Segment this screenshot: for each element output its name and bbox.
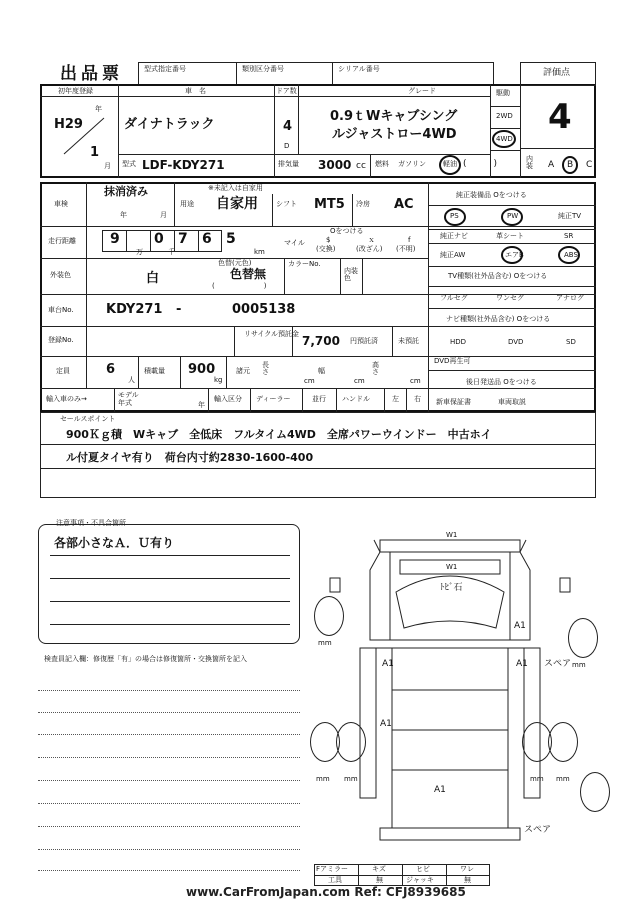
usage-value: 自家用 [216,196,258,212]
shift-label: シフト [276,200,297,208]
equip-tv: 純正TV [558,212,582,220]
drive-4wd: 4WD [496,135,513,143]
import-year: 年 [198,401,205,409]
interior-b: B [567,160,574,170]
drive-label: 駆動 [496,89,510,97]
chassis-label: 車台No. [48,306,74,314]
usage-note: ※未記入は自家用 [208,184,263,192]
displacement-value: 3000 [318,158,352,172]
handle-left: 左 [392,395,399,403]
selling-points-label: セールスポイント [60,415,116,423]
grade-line2: ルジャストロー4WD [332,127,457,142]
load-value: 900 [188,362,216,377]
first-reg-year: H29 [54,117,83,132]
tire-spare [580,772,610,812]
displacement-label: 排気量 [278,160,299,168]
dims-width: 幅 [318,367,325,375]
equip-ps-circle [444,208,466,226]
chassis-prefix: KDY271 [106,302,163,317]
usage-label: 用途 [180,200,194,208]
notes-line1: 各部小さなＡ．Ｕ有り [54,536,175,550]
legend-v2: 無 [376,876,383,884]
legend-v1: 工具 [328,876,342,884]
date-slash [60,116,108,156]
legend-h1: Fアミラー [316,865,349,873]
mileage-digit-2: 0 [154,231,164,247]
recycle-unit: 円預託済 [350,337,378,345]
grade-line1: 0.9ｔWキャブシング [330,109,458,124]
mileage-label: 走行距離 [48,237,76,245]
mileage-digit-1: 9 [110,231,120,247]
mileage-sen: 千 [168,248,175,256]
equip-sr: SR [564,232,574,240]
equip-aw: 純正AW [440,251,466,259]
spare-label-1: スペア [544,659,572,669]
vehicle-damage-diagram [300,530,610,860]
legend-h3: ヒビ [416,865,430,873]
model-label: 型式 [122,160,136,168]
length-unit: cm [304,377,315,385]
model-code: LDF-KDY271 [142,158,225,172]
exterior-color-value: 白 [146,271,160,286]
navi-hdd: HDD [450,338,467,346]
interior-a: A [548,160,555,170]
selling-points-line2: ル付夏タイヤ有り 荷台内寸約2830-1600-400 [66,451,314,464]
height-unit: cm [410,377,421,385]
year-suffix: 年 [95,105,102,113]
recycle-value: 7,700 [302,334,340,348]
fuel-label: 燃料 [375,160,389,168]
document-title: 出品票 [60,64,123,84]
import-label: 輸入車のみ→ [46,395,87,403]
tv-fullseg: フルセグ [440,294,468,302]
car-name-label: 車 名 [185,87,206,95]
recycle-label: リサイクル預託金 [244,330,300,338]
inspection-year: 年 [120,211,127,219]
tv-oneseg: ワンセグ [496,294,524,302]
drive-4wd-circle [492,130,516,148]
later-warranty: 新車保証書 [436,398,471,406]
model-year-label: モデル年式 [118,391,139,407]
dims-height: 高さ [372,361,379,376]
capacity-label: 定員 [56,367,70,375]
navi-sd: SD [566,338,576,346]
month-suffix: 月 [104,162,111,170]
fuel-gasoline: ガソリン [398,160,426,168]
watermark: www.CarFromJapan.com Ref: CFJ8939685 [186,885,466,899]
fuel-diesel-circle [439,155,461,175]
mm-rear-right-2: mm [556,775,570,783]
grade-label: グレード [408,87,436,95]
handle-label: ハンドル [342,395,370,403]
tire-rear-right-outer [548,722,578,762]
interior-c: C [586,160,593,170]
original-color-paren: ( ) [212,282,267,290]
interior-color-label: 内装色 [344,267,358,282]
navi-dvd: DVD [508,338,524,346]
legend-h2: キズ [372,865,386,873]
tv-analog: アナログ [556,294,584,302]
inspection-label: 車検 [54,200,68,208]
legend-h4: ワレ [460,865,474,873]
handle-right: 右 [414,395,421,403]
equip-leather: 革シート [496,232,524,240]
tire-rear-left-inner [336,722,366,762]
tv-type-title: TV種類(社外品含む) Oをつける [448,272,548,280]
equip-pw-circle [501,208,523,226]
notes-label: 注意事項・不具合箇所 [56,519,126,527]
navi-type-title: ナビ種類(社外品含む) Oをつける [446,315,551,323]
fuel-diesel: 軽油 [443,160,457,168]
color-number-label: カラーNo. [288,260,321,268]
inspection-month: 月 [160,211,167,219]
fuel-paren: ( ) [463,159,498,169]
ac-value: AC [394,197,414,212]
mm-rear-left-2: mm [344,775,358,783]
mileage-man: 万 [136,248,143,256]
mm-rear-left-1: mm [316,775,330,783]
mm-front-right: mm [572,661,586,669]
mileage-opt2-sym: ｘ [368,236,375,244]
tire-front-left [314,596,344,636]
width-unit: cm [354,377,365,385]
shift-value: MT5 [314,197,345,212]
doors-value: 4 [283,119,293,134]
load-unit: kg [214,376,223,384]
first-registration-label: 初年度登録 [58,87,93,95]
mm-rear-right-1: mm [530,775,544,783]
cc-unit: cc [356,161,366,171]
equip-airbag: エアB [505,251,524,259]
original-color-label: 色替(元色) [218,259,252,267]
registration-label: 登録No. [48,336,74,344]
category-number-label: 類別区分番号 [242,65,284,73]
equip-abs: ABS [564,251,578,259]
model-designation-label: 型式指定番号 [144,65,186,73]
capacity-value: 6 [106,362,116,377]
diagram-a1-2: A1 [516,659,528,669]
inspector-notes-label: 検査員記入欄：修復歴「有」の場合は修復箇所・交換箇所を記入 [44,655,247,663]
drive-2wd: 2WD [496,112,513,120]
mileage-opt3-label: (不明) [396,245,416,253]
dvd-playback-label: DVD再生可 [434,357,471,365]
mileage-opt1-label: (交換) [316,245,336,253]
tire-front-right [568,618,598,658]
score-label: 評価点 [543,68,571,78]
diagram-stone-chip: ﾄﾋﾞ石 [440,583,463,593]
ac-label: 冷房 [356,200,370,208]
score-value: 4 [548,97,572,137]
chassis-number: 0005138 [232,302,296,317]
import-parallel: 並行 [312,395,326,403]
spare-label-2: スペア [524,825,552,835]
first-reg-month: 1 [90,145,100,160]
car-name: ダイナトラック [124,117,215,132]
genuine-equipment-title: 純正装備品 Oをつける [456,191,527,199]
dims-label: 諸元 [236,367,250,375]
inspection-status: 抹消済み [104,185,148,198]
doors-label: ドア数 [276,87,297,95]
header-code-box [138,62,494,86]
equip-abs-circle [558,246,580,264]
legend-v4: 無 [464,876,471,884]
diagram-a1-5: A1 [434,785,446,795]
exterior-color-label: 外装色 [50,271,71,279]
dims-length: 長さ [262,361,269,376]
original-color-value: 色替無 [230,267,267,281]
chassis-dash: - [176,302,182,317]
mileage-opt1-sym: $ [326,236,331,244]
later-manual: 車両取説 [498,398,526,406]
doors-sub: D [284,142,290,150]
diagram-a1-3: A1 [382,659,394,669]
mileage-digit-3: 7 [178,231,188,247]
diagram-a1-4: A1 [380,719,392,729]
mileage-km: km [254,248,265,256]
load-label: 積載量 [144,367,165,375]
diagram-a1-1: A1 [514,621,526,631]
interior-b-circle [562,156,578,174]
mileage-mile: マイル [284,239,305,247]
equip-navi: 純正ナビ [440,232,468,240]
interior-label: 内装 [526,155,533,170]
mileage-digit-5: 5 [226,231,236,247]
legend-v3: ジャッキ [406,876,434,884]
diagram-w1-cab: W1 [446,563,458,571]
recycle-not: 未預託 [398,337,419,345]
selling-points-line1: 900Ｋｇ積 Wキャブ 全低床 フルタイム4WD 全席パワーウインドー 中古ホイ [66,428,492,441]
equip-airbag-circle [501,246,523,264]
mm-front-left: mm [318,639,332,647]
mileage-note: Oをつける [330,227,364,235]
mileage-opt3-sym: f [408,236,411,244]
capacity-unit: 人 [128,376,135,384]
import-dealer: ディーラー [256,395,291,403]
mileage-digit-4: 6 [202,231,212,247]
equip-ps: PS [450,212,459,220]
later-items-title: 後日発送品 Oをつける [466,378,537,386]
serial-number-label: シリアル番号 [338,65,380,73]
mileage-opt2-label: (改ざん) [356,245,383,253]
equip-pw: PW [507,212,519,220]
import-category-label: 輸入区分 [214,395,242,403]
diagram-w1-top: W1 [446,531,458,539]
